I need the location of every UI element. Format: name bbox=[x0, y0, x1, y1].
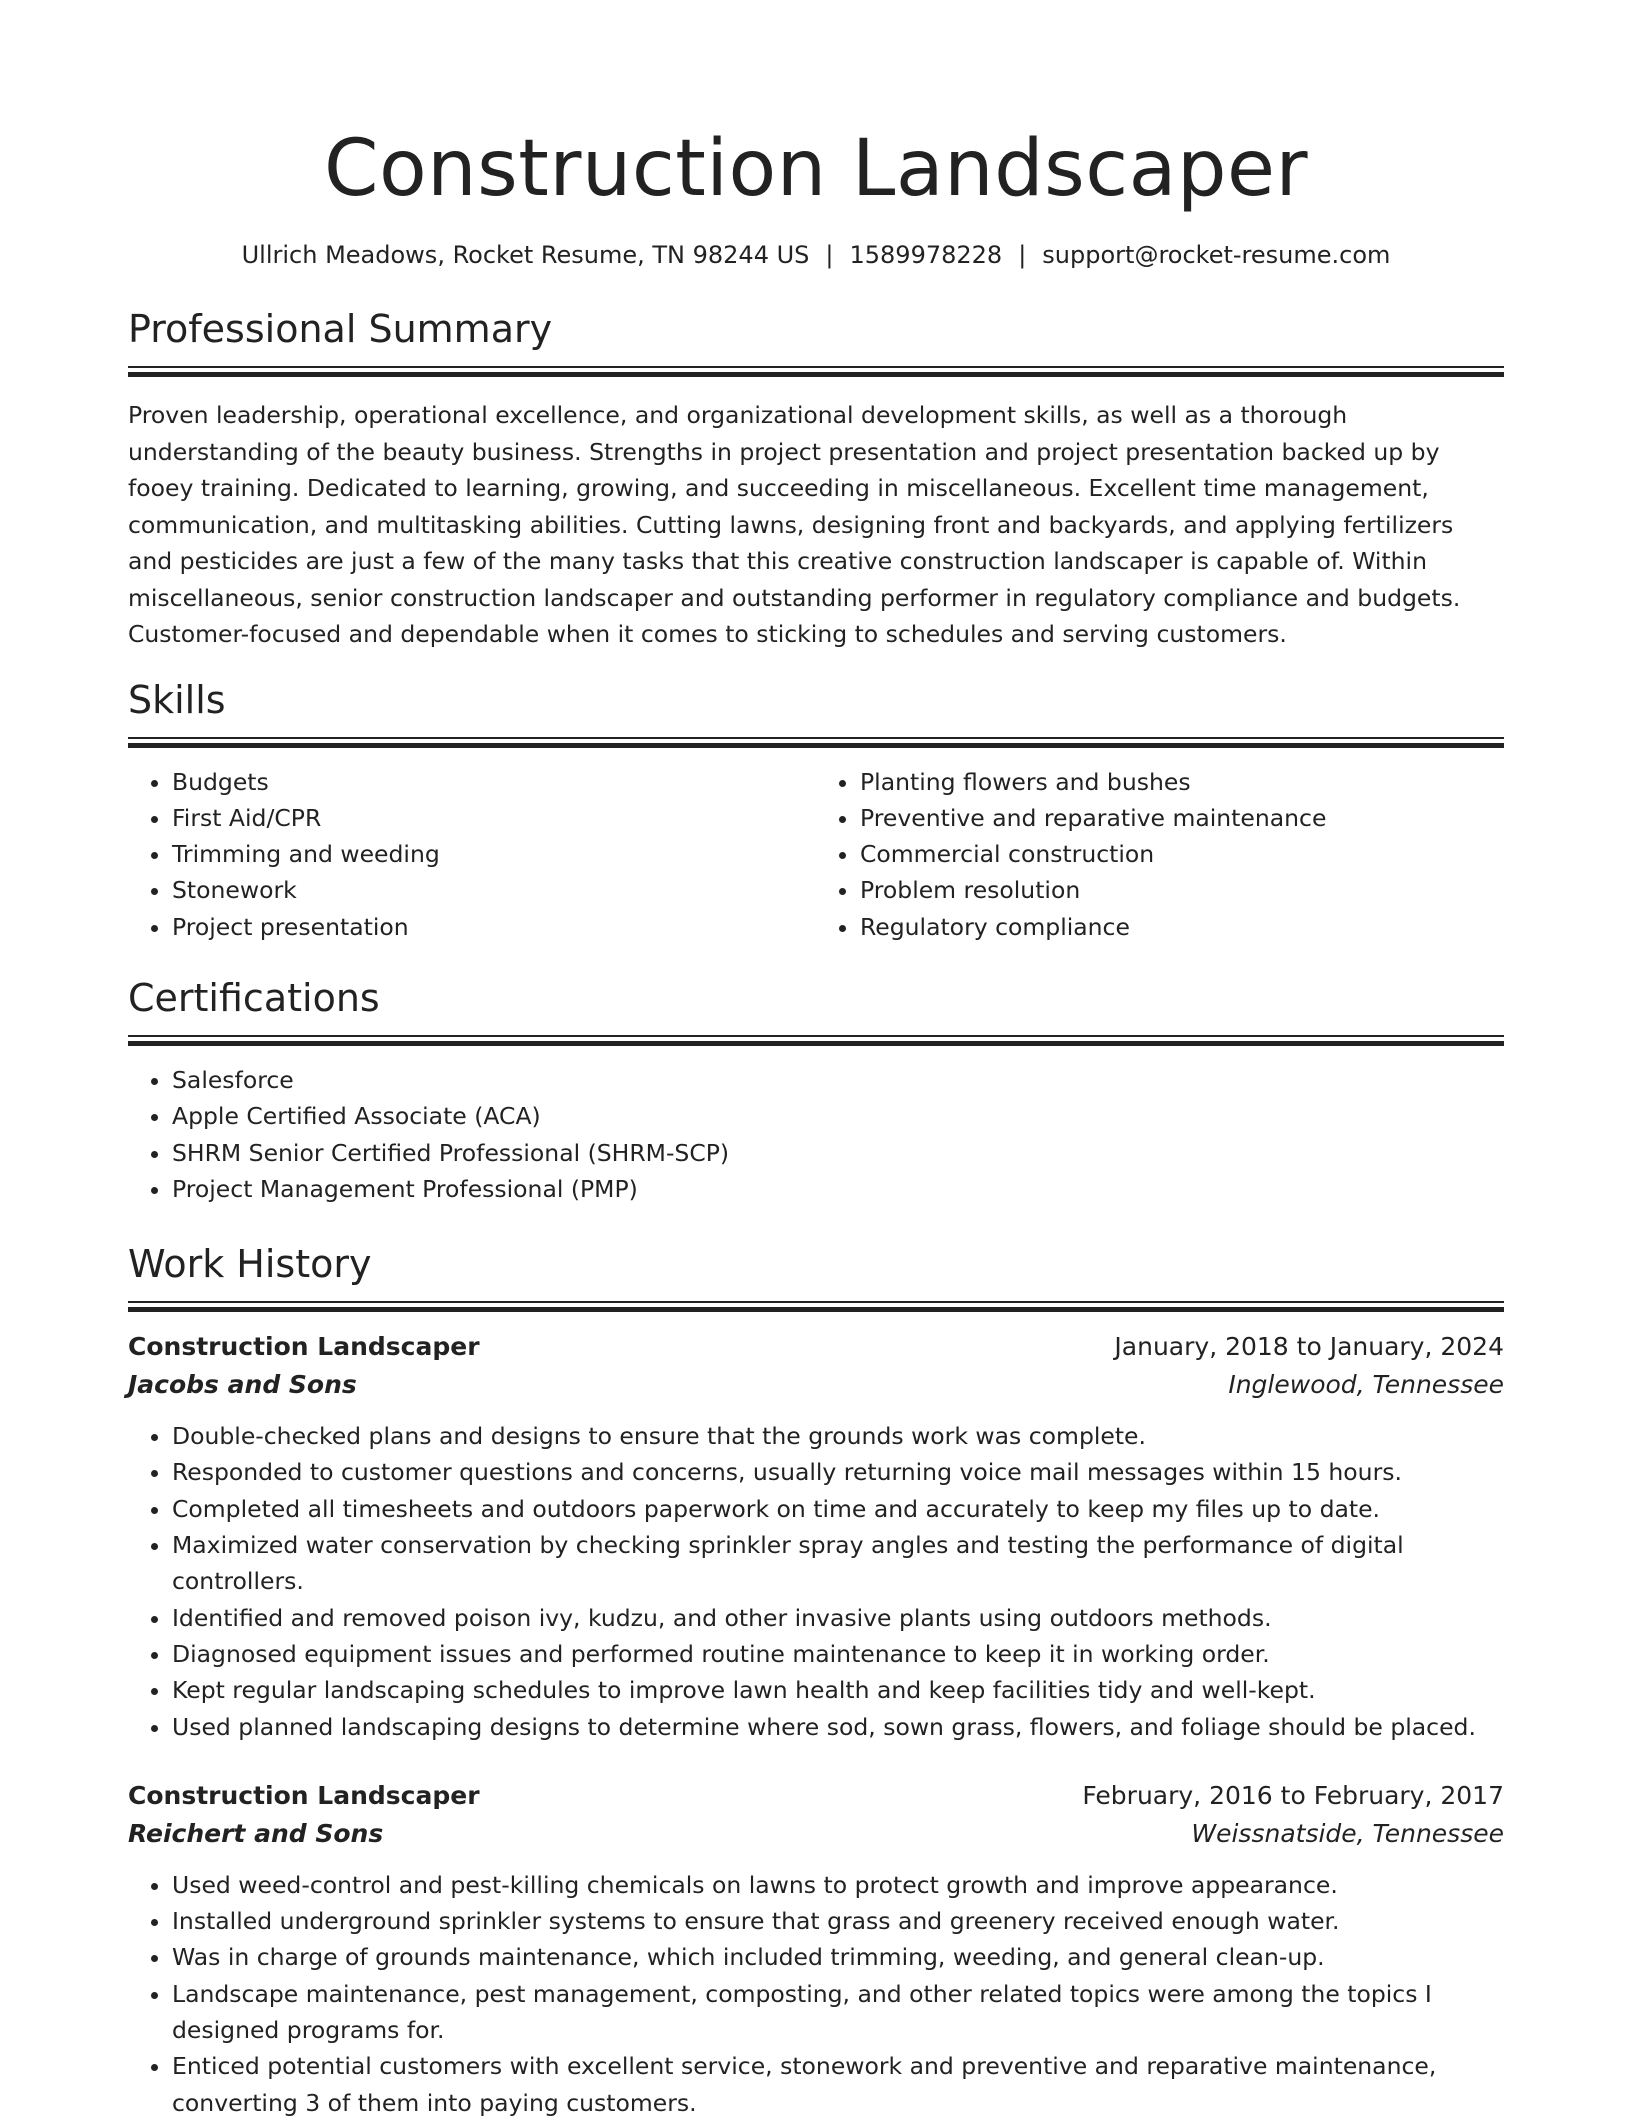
skill-item: • Project presentation bbox=[172, 909, 816, 945]
skill-item: • Budgets bbox=[172, 764, 816, 800]
skills-columns bbox=[128, 764, 1504, 945]
duty-item: • Responded to customer questions and concerns, usually returning voice mail messages within 15 hours. bbox=[172, 1454, 1504, 1490]
job-dates: January, 2018 to January, 2024 bbox=[1114, 1332, 1504, 1362]
contact-address: Ullrich Meadows, Rocket Resume, TN 98244 US bbox=[241, 241, 810, 269]
duty-item: • Enticed potential customers with excellent service, stonework and preventive and reparative maintenance, converting 3 of them into paying customers. bbox=[172, 2048, 1504, 2121]
contact-phone: 1589978228 bbox=[849, 241, 1003, 269]
summary-text: Proven leadership, operational excellence, and organizational development skills, as well as a thorough understanding of the beauty business. Strengths in project presentation and project presentation backed up by fooey training. Dedicated to learning, growing, and succeeding in miscellaneous. Excellent time management, communication, and multitasking abilities. Cutting lawns, designing front and backyards, and applying fertilizers and pesticides are just a few of the many tasks that this creative construction landscaper is capable of. Within miscellaneous, senior construction landscaper and outstanding performer in regulatory compliance and budgets. Customer-focused and dependable when it comes to sticking to schedules and serving customers. bbox=[128, 401, 1461, 648]
certifications-section bbox=[128, 973, 1504, 1207]
duty-item: • Double-checked plans and designs to ensure that the grounds work was complete. bbox=[172, 1418, 1504, 1454]
contact-line bbox=[128, 238, 1504, 272]
duty-item: • Used planned landscaping designs to determine where sod, sown grass, flowers, and foliage should be placed. bbox=[172, 1709, 1504, 1745]
certification-item: • Salesforce bbox=[172, 1062, 1504, 1098]
work-history-section bbox=[128, 1239, 1504, 2121]
duty-item: • Identified and removed poison ivy, kudzu, and other invasive plants using outdoors methods. bbox=[172, 1600, 1504, 1636]
candidate-name: Construction Landscaper bbox=[323, 124, 1309, 214]
summary-section bbox=[128, 304, 1504, 653]
skill-item: • Stonework bbox=[172, 872, 816, 908]
certification-item: • SHRM Senior Certified Professional (SHRM-SCP) bbox=[172, 1135, 1504, 1171]
section-title-certifications: Certifications bbox=[128, 975, 380, 1020]
job-entry bbox=[128, 1328, 1504, 1745]
job-dates: February, 2016 to February, 2017 bbox=[1082, 1780, 1504, 1810]
duty-item: • Installed underground sprinkler systems to ensure that grass and greenery received enough water. bbox=[172, 1903, 1504, 1939]
job-subheader bbox=[128, 1815, 1504, 1853]
skills-list-right bbox=[816, 764, 1504, 945]
job-duties bbox=[128, 1867, 1504, 2121]
section-divider bbox=[128, 737, 1504, 748]
certification-item: • Project Management Professional (PMP) bbox=[172, 1171, 1504, 1207]
job-duties bbox=[128, 1418, 1504, 1745]
duty-item: • Completed all timesheets and outdoors paperwork on time and accurately to keep my files up to date. bbox=[172, 1491, 1504, 1527]
job-company: Reichert and Sons bbox=[128, 1818, 384, 1848]
section-divider bbox=[128, 366, 1504, 377]
certifications-list bbox=[128, 1062, 1504, 1207]
job-subheader bbox=[128, 1366, 1504, 1404]
job-entry bbox=[128, 1777, 1504, 2121]
section-title-work-history: Work History bbox=[128, 1242, 372, 1287]
section-title-skills: Skills bbox=[128, 677, 226, 722]
section-divider bbox=[128, 1035, 1504, 1046]
certification-item: • Apple Certified Associate (ACA) bbox=[172, 1098, 1504, 1134]
duty-item: • Maximized water conservation by checking sprinkler spray angles and testing the performance of digital controllers. bbox=[172, 1527, 1504, 1600]
duty-item: • Used weed-control and pest-killing chemicals on lawns to protect growth and improve appearance. bbox=[172, 1867, 1504, 1903]
contact-separator: | bbox=[1018, 241, 1027, 269]
section-divider bbox=[128, 1301, 1504, 1312]
skill-item: • Regulatory compliance bbox=[860, 909, 1504, 945]
skill-item: • Planting flowers and bushes bbox=[860, 764, 1504, 800]
section-title-summary: Professional Summary bbox=[128, 307, 553, 351]
skill-item: • Trimming and weeding bbox=[172, 836, 816, 872]
skill-item: • Preventive and reparative maintenance bbox=[860, 800, 1504, 836]
duty-item: • Kept regular landscaping schedules to improve lawn health and keep facilities tidy and well-kept. bbox=[172, 1672, 1504, 1708]
skill-item: • First Aid/CPR bbox=[172, 800, 816, 836]
duty-item: • Was in charge of grounds maintenance, which included trimming, weeding, and general clean-up. bbox=[172, 1939, 1504, 1975]
job-header bbox=[128, 1777, 1504, 1815]
skill-item: • Commercial construction bbox=[860, 836, 1504, 872]
job-company: Jacobs and Sons bbox=[128, 1370, 357, 1400]
skill-item: • Problem resolution bbox=[860, 872, 1504, 908]
duty-item: • Diagnosed equipment issues and performed routine maintenance to keep it in working order. bbox=[172, 1636, 1504, 1672]
duty-item: • Landscape maintenance, pest management, composting, and other related topics were among the topics I designed programs for. bbox=[172, 1976, 1504, 2049]
contact-separator: | bbox=[825, 241, 834, 269]
job-title: Construction Landscaper bbox=[128, 1332, 480, 1362]
job-location: Inglewood, Tennessee bbox=[1228, 1370, 1504, 1400]
skills-list-left bbox=[128, 764, 816, 945]
job-title: Construction Landscaper bbox=[128, 1780, 480, 1810]
job-location: Weissnatside, Tennessee bbox=[1191, 1818, 1504, 1848]
skills-section bbox=[128, 675, 1504, 945]
contact-email[interactable]: support@rocket-resume.com bbox=[1042, 241, 1391, 269]
job-header bbox=[128, 1328, 1504, 1366]
